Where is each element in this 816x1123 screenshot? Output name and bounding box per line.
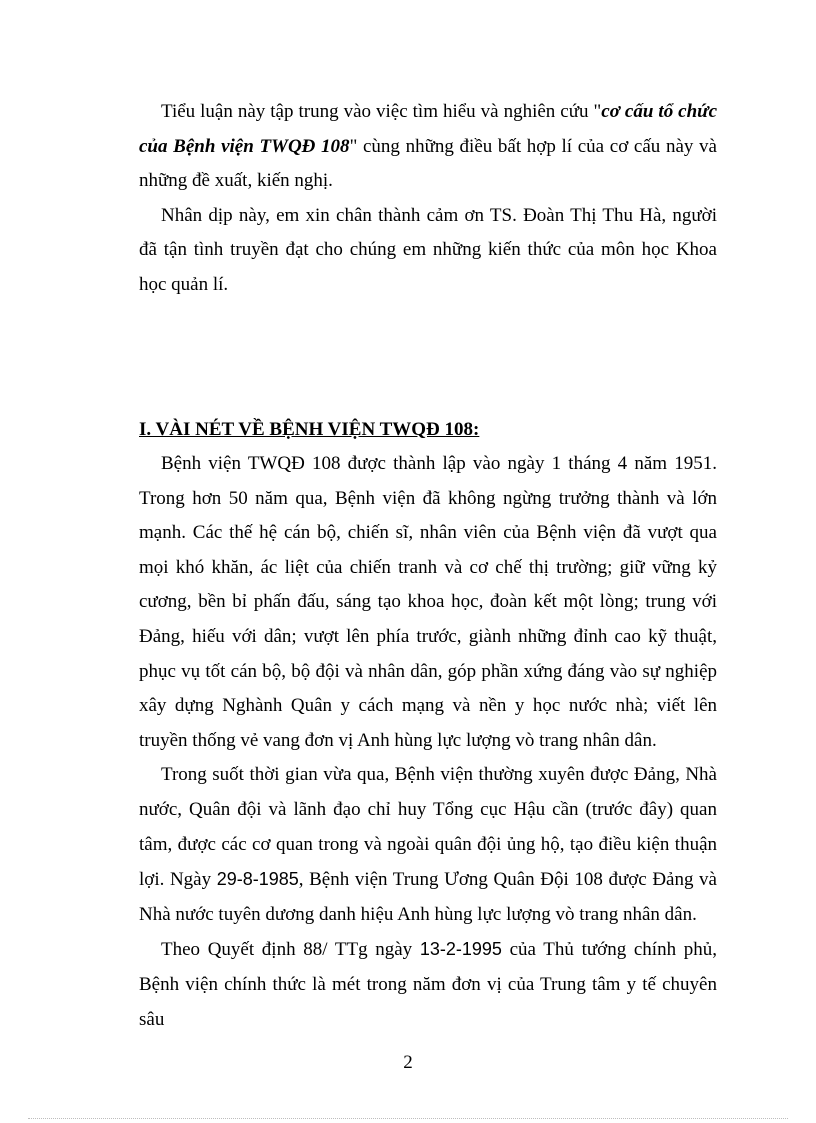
intro-paragraph: [139, 95, 717, 199]
decision-date: 13-2-1995: [419, 939, 502, 960]
intro-text-start: Tiểu luận này tập trung vào việc tìm hiểu và nghiên cứu ": [161, 101, 602, 122]
page-number: 2: [403, 1052, 413, 1073]
intro-emphasis: cơ cấu tổ chức của Bệnh viện TWQĐ 108: [139, 101, 717, 157]
decision-text-start: Theo Quyết định 88/ TTg ngày: [161, 939, 420, 961]
page-bottom-divider: [28, 1118, 788, 1119]
section-body: [139, 447, 717, 1037]
intro-section: [139, 95, 717, 303]
thanks-paragraph: Nhân dịp này, em xin chân thành cảm ơn TS. Đoàn Thị Thu Hà, người đã tận tình truyền đạt cho chúng em những kiến thức của môn học Khoa học quản lí.: [139, 204, 717, 295]
award-text-start: Trong suốt thời gian vừa qua, Bệnh viện thường xuyên được Đảng, Nhà nước, Quân đội và lãnh đạo chỉ huy Tổng cục Hậu cần (trước đây) quan tâm, được các cơ quan trong và ngoài quân đội ủng hộ, tạo điều kiện thuận lợi. Ngày: [139, 764, 717, 891]
intro-text-end: " cùng những điều bất hợp lí của cơ cấu này và những đề xuất, kiến nghị.: [139, 135, 717, 192]
award-paragraph: [139, 758, 717, 932]
award-text-end: , Bệnh viện Trung Ương Quân Đội 108 được Đảng và Nhà nước tuyên dương danh hiệu Anh hùng lực lượng vò trang nhân dân.: [139, 869, 717, 925]
section-heading: I. VÀI NÉT VỀ BỆNH VIỆN TWQĐ 108:: [139, 419, 480, 440]
history-paragraph: Bệnh viện TWQĐ 108 được thành lập vào ngày 1 tháng 4 năm 1951. Trong hơn 50 năm qua, Bệnh viện đã không ngừng trưởng thành và lớn mạnh. Các thế hệ cán bộ, chiến sĩ, nhân viên của Bệnh viện đã vượt qua mọi khó khăn, ác liệt của chiến tranh và cơ chế thị trường; giữ vững kỷ cương, bền bỉ phấn đấu, sáng tạo khoa học, đoàn kết một lòng; trung với Đảng, hiếu với dân; vượt lên phía trước, giành những đỉnh cao kỹ thuật, phục vụ tốt cán bộ, bộ đội và nhân dân, góp phần xứng đáng vào sự nghiệp xây dựng Nghành Quân y cách mạng và nền y học nước nhà; viết lên truyền thống vẻ vang đơn vị Anh hùng lực lượng vò trang nhân dân.: [139, 453, 717, 751]
decision-paragraph: [139, 932, 717, 1037]
decision-text-end: của Thủ tướng chính phủ, Bệnh viện chính thức là mét trong năm đơn vị của Trung tâm y tế chuyên sâu: [139, 939, 717, 1030]
award-date: 29-8-1985: [216, 869, 299, 890]
